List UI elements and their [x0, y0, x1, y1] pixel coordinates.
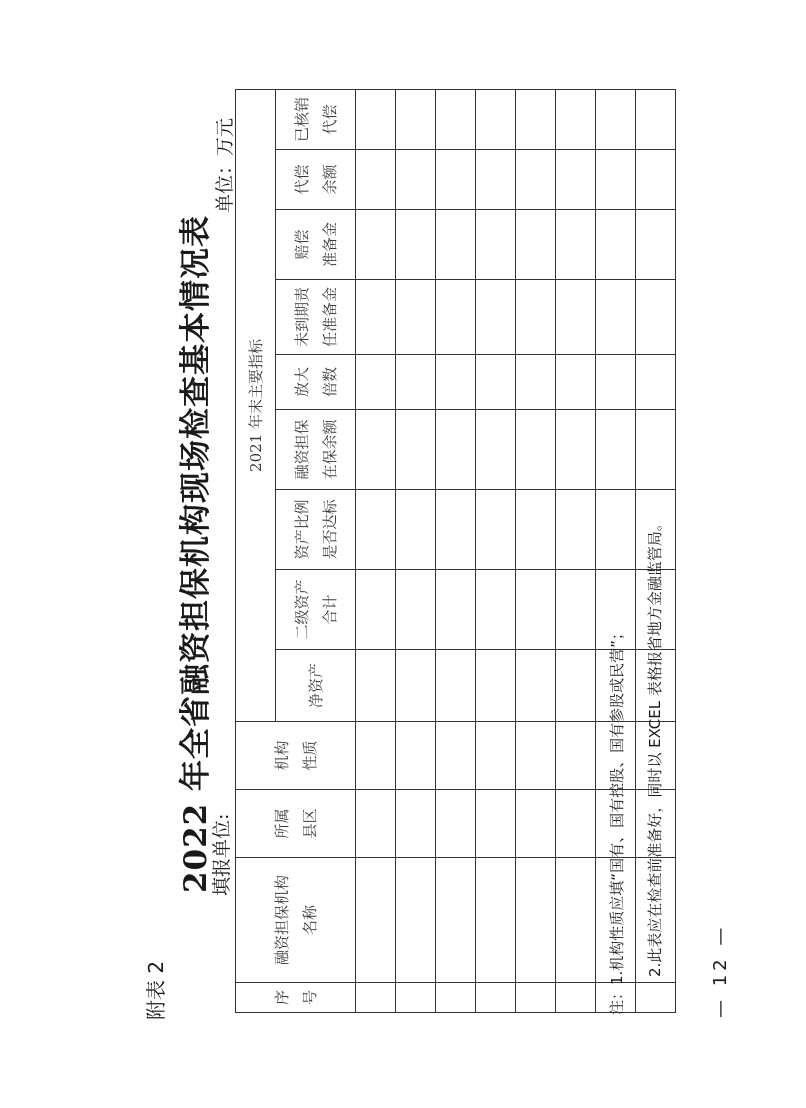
table-cell[interactable]: [556, 722, 596, 790]
table-cell[interactable]: [396, 210, 436, 280]
page-title: 2022 年全省融资担保机构现场检查基本情况表: [178, 214, 214, 894]
table-cell[interactable]: [556, 89, 596, 149]
table-cell[interactable]: [516, 355, 556, 410]
table-cell[interactable]: [596, 410, 636, 490]
header-county: 所属 县区: [236, 790, 356, 858]
page-number: — 12 —: [710, 923, 731, 1018]
table-cell[interactable]: [556, 570, 596, 650]
table-cell[interactable]: [436, 983, 476, 1013]
header-balance: 融资担保 在保余额: [276, 410, 356, 490]
appendix-label: 附表 2: [144, 960, 168, 1020]
table-cell[interactable]: [476, 410, 516, 490]
table-cell[interactable]: [396, 410, 436, 490]
table-cell[interactable]: [356, 790, 396, 858]
table-cell[interactable]: [396, 355, 436, 410]
table-cell[interactable]: [596, 280, 636, 355]
table-cell[interactable]: [436, 650, 476, 722]
table-cell[interactable]: [636, 410, 676, 490]
header-name: 融资担保机构 名称: [236, 858, 356, 983]
header-seq: 序 号: [236, 983, 356, 1013]
table-cell[interactable]: [436, 410, 476, 490]
table-cell[interactable]: [556, 355, 596, 410]
table-cell[interactable]: [556, 410, 596, 490]
table-cell[interactable]: [636, 355, 676, 410]
table-cell[interactable]: [556, 280, 596, 355]
table-cell[interactable]: [356, 983, 396, 1013]
table-cell[interactable]: [476, 490, 516, 570]
table-cell[interactable]: [436, 355, 476, 410]
note-2: 2.此表应在检查前准备好，同时以 EXCEL 表格报省地方金融监管局。: [646, 516, 664, 977]
table-cell[interactable]: [476, 280, 516, 355]
table-cell[interactable]: [556, 983, 596, 1013]
table-cell[interactable]: [436, 490, 476, 570]
table-cell[interactable]: [356, 570, 396, 650]
table-cell[interactable]: [476, 722, 516, 790]
header-leverage: 放大 倍数: [276, 355, 356, 410]
header-nature: 机构 性质: [236, 722, 356, 790]
table-cell[interactable]: [396, 490, 436, 570]
table-cell[interactable]: [436, 89, 476, 149]
table-cell[interactable]: [596, 355, 636, 410]
table-cell[interactable]: [396, 570, 436, 650]
table-cell[interactable]: [516, 570, 556, 650]
table-row: [396, 89, 436, 1012]
table-cell[interactable]: [516, 410, 556, 490]
table-cell[interactable]: [476, 983, 516, 1013]
table-cell[interactable]: [516, 790, 556, 858]
table-cell[interactable]: [516, 210, 556, 280]
table-cell[interactable]: [596, 210, 636, 280]
table-cell[interactable]: [356, 150, 396, 210]
table-cell[interactable]: [436, 150, 476, 210]
unit-label: 单位：万元: [214, 117, 236, 213]
table-cell[interactable]: [476, 210, 516, 280]
table-cell[interactable]: [556, 210, 596, 280]
table-cell[interactable]: [516, 650, 556, 722]
table-cell[interactable]: [596, 150, 636, 210]
header-ratio: 资产比例 是否达标: [276, 490, 356, 570]
filler-label: 填报单位:: [211, 813, 233, 896]
header-row-1: [236, 89, 276, 1012]
table-cell[interactable]: [356, 280, 396, 355]
table-cell[interactable]: [516, 490, 556, 570]
table-cell[interactable]: [436, 570, 476, 650]
table-cell[interactable]: [636, 150, 676, 210]
table-cell[interactable]: [556, 490, 596, 570]
table-cell[interactable]: [516, 983, 556, 1013]
table-cell[interactable]: [556, 150, 596, 210]
header-unearned: 未到期责 任准备金: [276, 280, 356, 355]
table-cell[interactable]: [356, 490, 396, 570]
header-advance: 代偿 余额: [276, 150, 356, 210]
table-cell[interactable]: [396, 983, 436, 1013]
table-cell[interactable]: [556, 858, 596, 983]
table-cell[interactable]: [476, 790, 516, 858]
table-cell[interactable]: [356, 410, 396, 490]
table-cell[interactable]: [436, 210, 476, 280]
table-cell[interactable]: [396, 650, 436, 722]
table-cell[interactable]: [356, 650, 396, 722]
table-cell[interactable]: [356, 355, 396, 410]
table-cell[interactable]: [476, 89, 516, 149]
table-cell[interactable]: [356, 89, 396, 149]
table-cell[interactable]: [356, 858, 396, 983]
table-cell[interactable]: [396, 89, 436, 149]
table-row: [356, 89, 396, 1012]
table-cell[interactable]: [396, 280, 436, 355]
table-cell[interactable]: [396, 150, 436, 210]
table-cell[interactable]: [556, 790, 596, 858]
table-cell[interactable]: [516, 858, 556, 983]
note-1: 注：1.机构性质应填“国有、国有控股、国有参股或民营”；: [608, 625, 626, 1015]
table-cell[interactable]: [436, 858, 476, 983]
table-row: [476, 89, 516, 1012]
table-cell[interactable]: [636, 89, 676, 149]
table-cell[interactable]: [436, 722, 476, 790]
header-written-off: 已核销 代偿: [276, 89, 356, 149]
table-cell[interactable]: [636, 280, 676, 355]
header-group: 2021 年末主要指标: [236, 89, 276, 721]
table-cell[interactable]: [476, 355, 516, 410]
footnotes: [598, 516, 674, 1015]
table-cell[interactable]: [436, 280, 476, 355]
table-cell[interactable]: [516, 280, 556, 355]
table-cell[interactable]: [356, 722, 396, 790]
header-net-assets: 净资产: [276, 650, 356, 722]
table-cell[interactable]: [396, 858, 436, 983]
table-row: [556, 89, 596, 1012]
table-cell[interactable]: [476, 858, 516, 983]
table-cell[interactable]: [596, 89, 636, 149]
table-cell[interactable]: [556, 650, 596, 722]
table-cell[interactable]: [356, 210, 396, 280]
table-cell[interactable]: [396, 722, 436, 790]
table-cell[interactable]: [396, 790, 436, 858]
table-cell[interactable]: [516, 150, 556, 210]
table-cell[interactable]: [636, 210, 676, 280]
table-cell[interactable]: [476, 150, 516, 210]
table-cell[interactable]: [516, 89, 556, 149]
table-cell[interactable]: [436, 790, 476, 858]
table-row: [516, 89, 556, 1012]
table-cell[interactable]: [476, 570, 516, 650]
header-compensation: 赔偿 准备金: [276, 210, 356, 280]
header-tier2: 二级资产 合计: [276, 570, 356, 650]
table-cell[interactable]: [516, 722, 556, 790]
table-row: [436, 89, 476, 1012]
table-cell[interactable]: [476, 650, 516, 722]
